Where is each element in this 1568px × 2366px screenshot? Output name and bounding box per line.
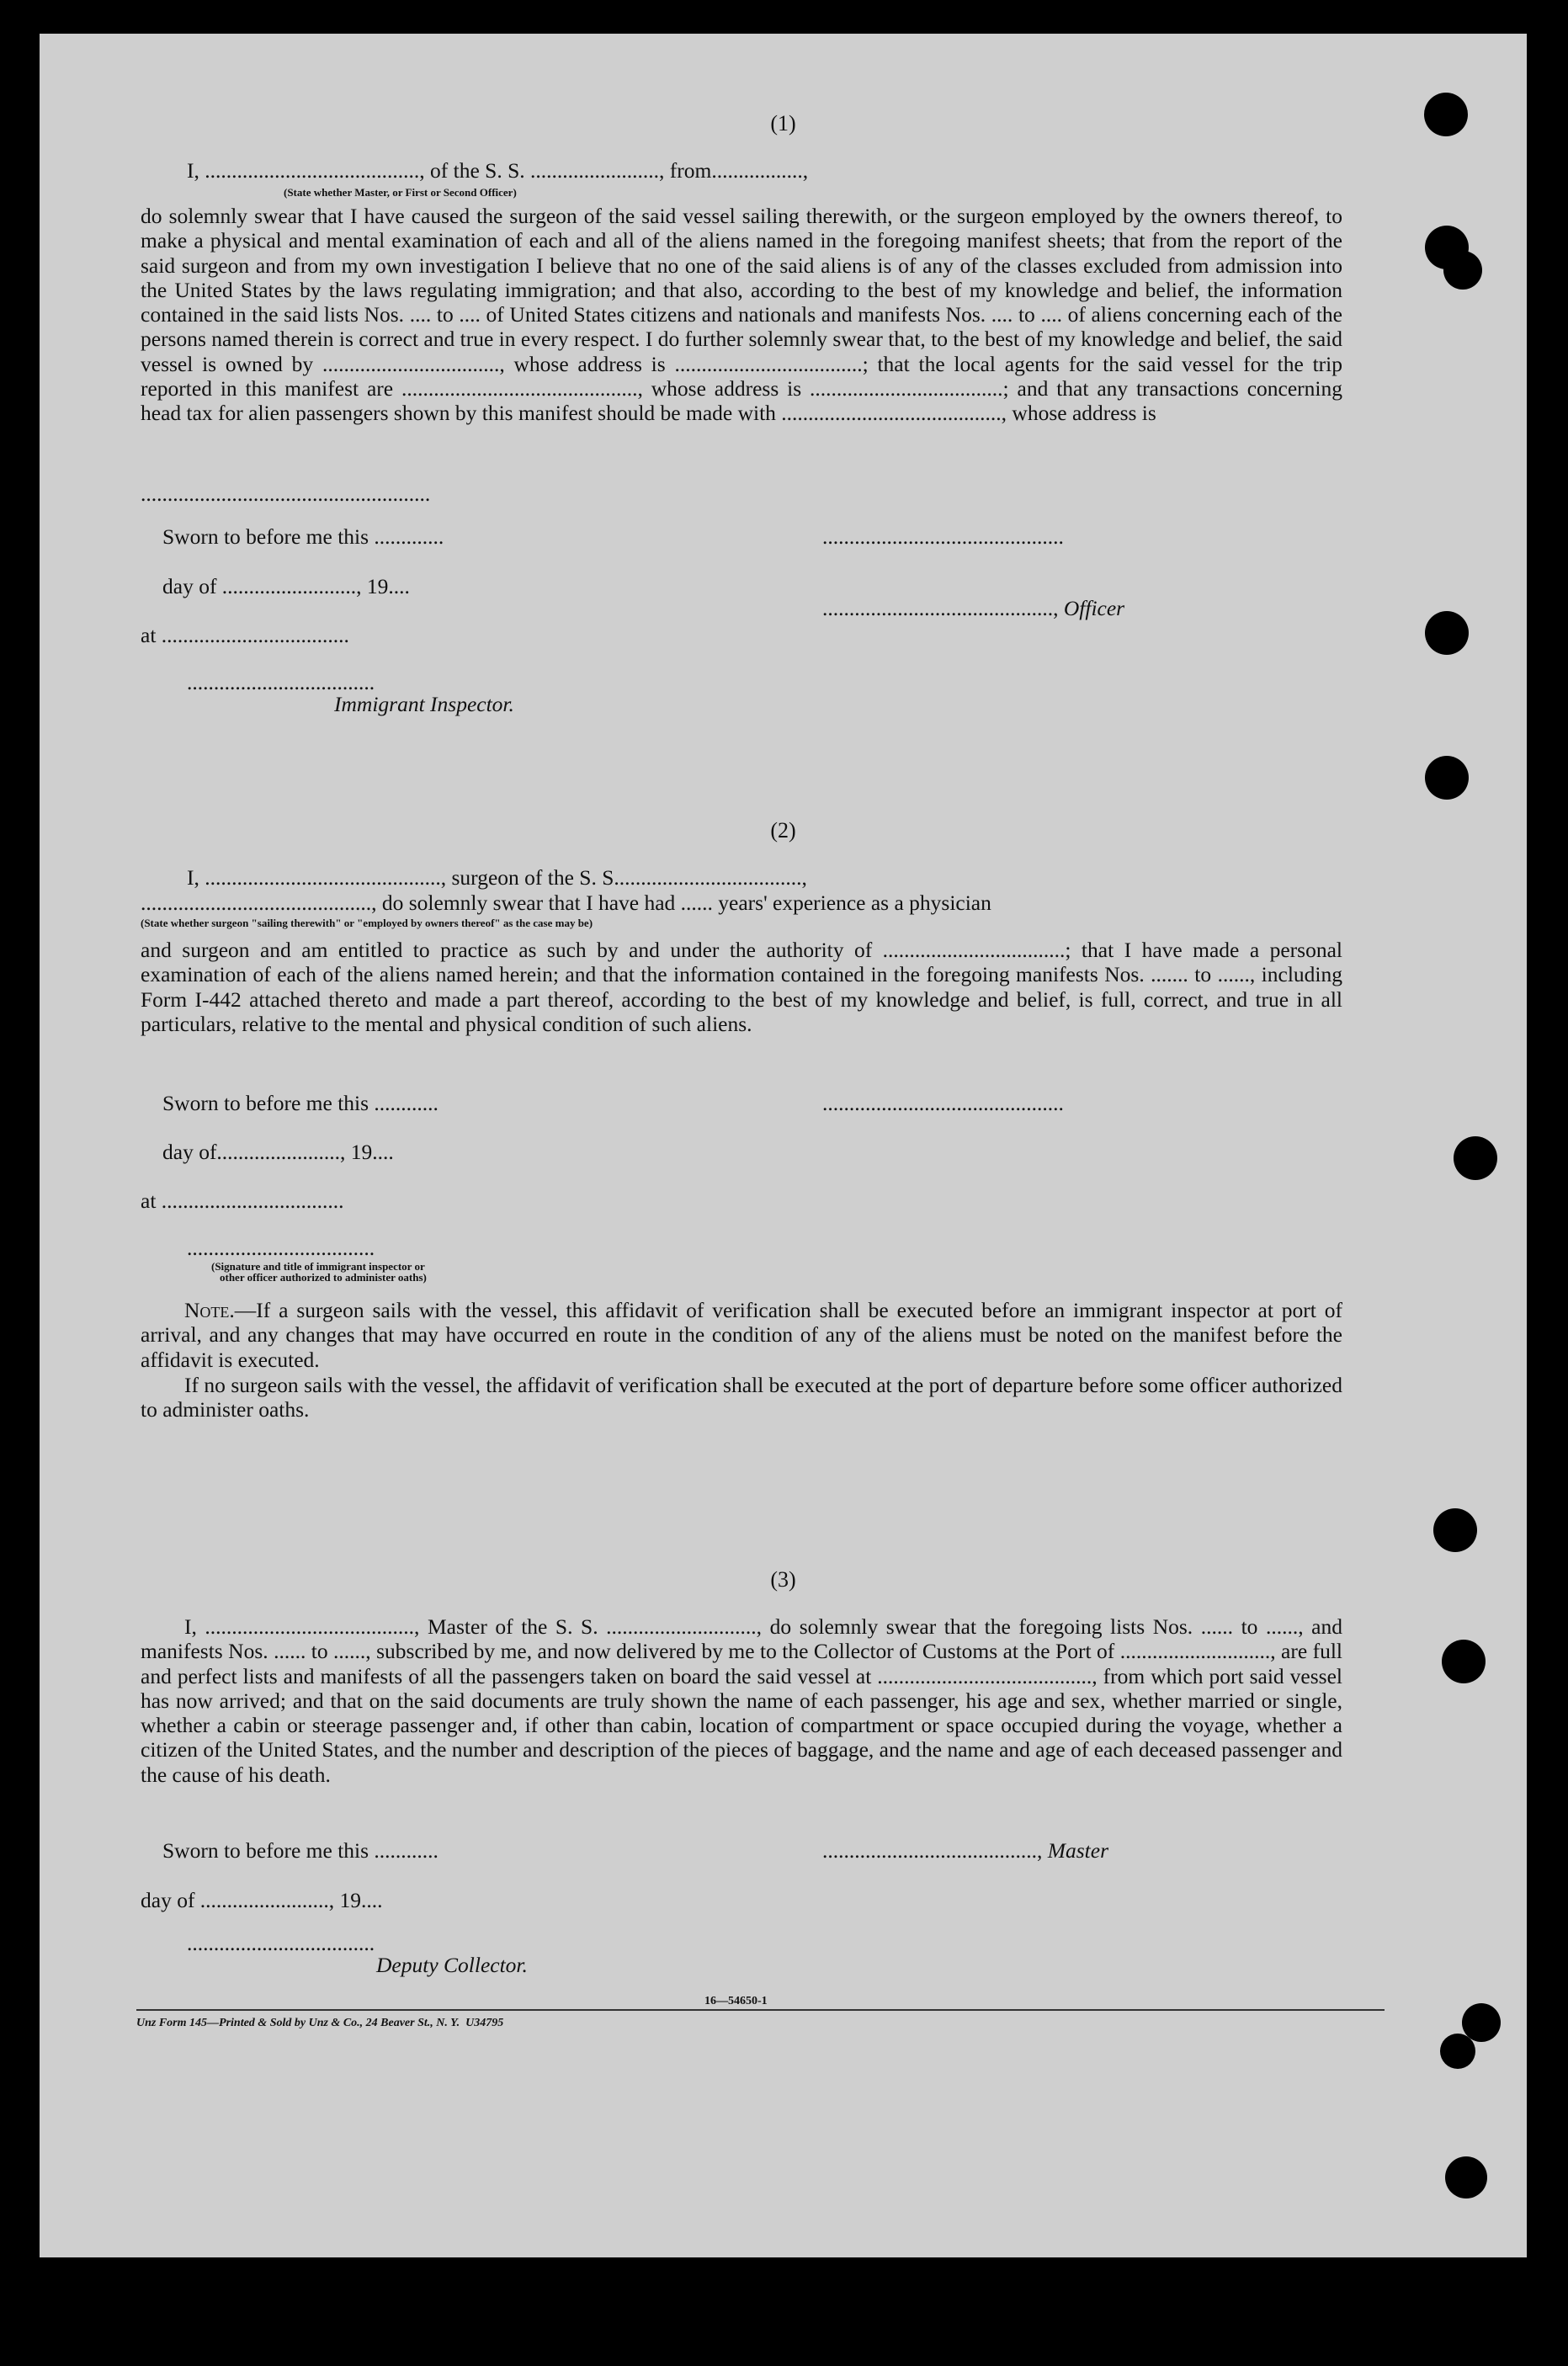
note-label: Note. bbox=[184, 1298, 235, 1322]
section-3-collector-label: Deputy Collector. bbox=[376, 1953, 528, 1977]
section-2-second-line: ..........................................., do solemnly swear that I have had ...... years' experience as a physician bbox=[141, 891, 991, 915]
note-text: —If a surgeon sails with the vessel, this affidavit of verification shall be executed before an immigrant inspector at port of arrival, and any changes that may have occurred en route in the condition of any of the aliens must be noted on the manifest before the affidavit is executed. bbox=[141, 1298, 1342, 1372]
section-2-signature-dots: ................................... bbox=[187, 1236, 375, 1260]
section-2-body: and surgeon and am entitled to practice as such by and under the authority of ..................................; that I have made a personal examination of each of the aliens named herein; and that the information contained in the foregoing manifests Nos. ....... to ......, including Form I-442 attached thereto and made a part thereof, according to the best of my knowledge and belief, is full, correct, and true in all particulars, relative to the mental and physical condition of such aliens. bbox=[141, 938, 1342, 1036]
section-1-body: do solemnly swear that I have caused the surgeon of the said vessel sailing therewith, or the surgeon employed by the owners thereof, to make a physical and mental examination of each and all of the aliens named in the foregoing manifest sheets; that from the report of the said surgeon and from my own investigation I believe that no one of the said aliens is of any of the classes excluded from admission into the United States by the laws regulating immigration; and that also, according to the best of my knowledge and belief, the information contained in the said lists Nos. .... to .... of United States citizens and nationals and manifests Nos. .... to .... of aliens concerning each of the persons named therein is correct and true in every respect. I do further solemnly swear that, to the best of my knowledge and belief, the said vessel is owned by ................................., whose address is ...................................; that the local agents for the said vessel for the trip reported in this manifest are ............................................, whose address is ....................................; and that any transactions concerning head tax for alien passengers shown by this manifest should be made with ........................................., whose address is bbox=[141, 204, 1342, 426]
section-1-signature-line: ............................................. bbox=[822, 524, 1064, 549]
section-3-master-line bbox=[822, 1838, 1108, 1864]
section-1-officer-line bbox=[822, 596, 1124, 621]
section-3-collector-dots: ................................... bbox=[187, 1931, 375, 1955]
section-1-opening-line: I, ........................................, of the S. S. ........................, from................., bbox=[187, 158, 809, 183]
section-2-caption: (State whether surgeon "sailing therewith" or "employed by owners thereof" as the case may be) bbox=[141, 917, 593, 929]
section-1-inspector-label: Immigrant Inspector. bbox=[334, 692, 514, 716]
section-1-caption: (State whether Master, or First or Second Officer) bbox=[284, 186, 517, 199]
section-3-body: I, ......................................., Master of the S. S. ............................, do solemnly swear that the foregoing lists Nos. ...... to ......, and manifests Nos. ...... to ......, subscribed by me, and now delivered by me to the Collector of Customs at the Port of ............................, are full and perfect lists and manifests of all the passengers taken on board the said vessel at ........................................, from which port said vessel has now arrived; and that on the said documents are truly shown the name of each passenger, his age and sex, whether married or single, whether a cabin or steerage passenger and, if other than cabin, location of compartment or space occupied during the voyage, whether a citizen of the United States, and the number and description of the pieces of baggage, and the name and age of each deceased passenger and the cause of his death. bbox=[141, 1614, 1342, 1787]
section-1-sworn: Sworn to before me this ............. bbox=[162, 524, 444, 549]
section-2-number: (2) bbox=[770, 818, 796, 843]
section-2-at: at .................................. bbox=[141, 1188, 344, 1213]
punch-hole bbox=[1425, 611, 1469, 655]
section-1-officer-label: Officer bbox=[1063, 596, 1125, 620]
section-2-note-2: If no surgeon sails with the vessel, the affidavit of verification shall be executed at the port of departure before some officer authorized to administer oaths. bbox=[141, 1373, 1342, 1422]
section-1-officer-dots: ..........................................., bbox=[822, 596, 1064, 620]
section-3-number: (3) bbox=[770, 1567, 796, 1592]
section-2-sworn: Sworn to before me this ............ bbox=[162, 1091, 439, 1115]
section-3-master-label: Master bbox=[1047, 1838, 1108, 1863]
section-2-caption-2a: (Signature and title of immigrant inspector or bbox=[211, 1260, 425, 1273]
punch-hole bbox=[1425, 756, 1469, 800]
section-1-body-tail: ...................................................... bbox=[141, 481, 431, 506]
footer-printer: Unz Form 145—Printed & Sold by Unz & Co., 24 Beaver St., N. Y. U34795 bbox=[136, 2017, 504, 2029]
section-1-at: at ................................... bbox=[141, 623, 349, 647]
punch-hole bbox=[1454, 1136, 1497, 1180]
section-3-sworn: Sworn to before me this ............ bbox=[162, 1838, 439, 1863]
footer-divider bbox=[136, 2009, 1385, 2011]
section-2-opening-line: I, ............................................, surgeon of the S. S..................................., bbox=[187, 865, 807, 890]
punch-hole bbox=[1440, 2034, 1475, 2069]
punch-hole bbox=[1433, 1508, 1477, 1552]
section-1-inspector-dots: ................................... bbox=[187, 670, 375, 694]
section-3-day: day of ........................, 19.... bbox=[141, 1888, 383, 1912]
punch-hole bbox=[1443, 251, 1482, 290]
form-sheet bbox=[40, 34, 1527, 2257]
section-2-caption-2b: other officer authorized to administer oaths) bbox=[220, 1271, 427, 1284]
punch-hole bbox=[1445, 2156, 1487, 2199]
section-2-note bbox=[141, 1298, 1342, 1372]
section-1-number: (1) bbox=[770, 111, 796, 136]
section-3-master-dots: ........................................, bbox=[822, 1838, 1048, 1863]
section-1-day: day of ........................., 19.... bbox=[162, 574, 410, 598]
form-number: 16—54650-1 bbox=[704, 1995, 768, 2007]
section-2-day: day of......................., 19.... bbox=[162, 1140, 394, 1164]
section-2-signature-line: ............................................. bbox=[822, 1091, 1064, 1115]
punch-hole bbox=[1442, 1640, 1486, 1683]
